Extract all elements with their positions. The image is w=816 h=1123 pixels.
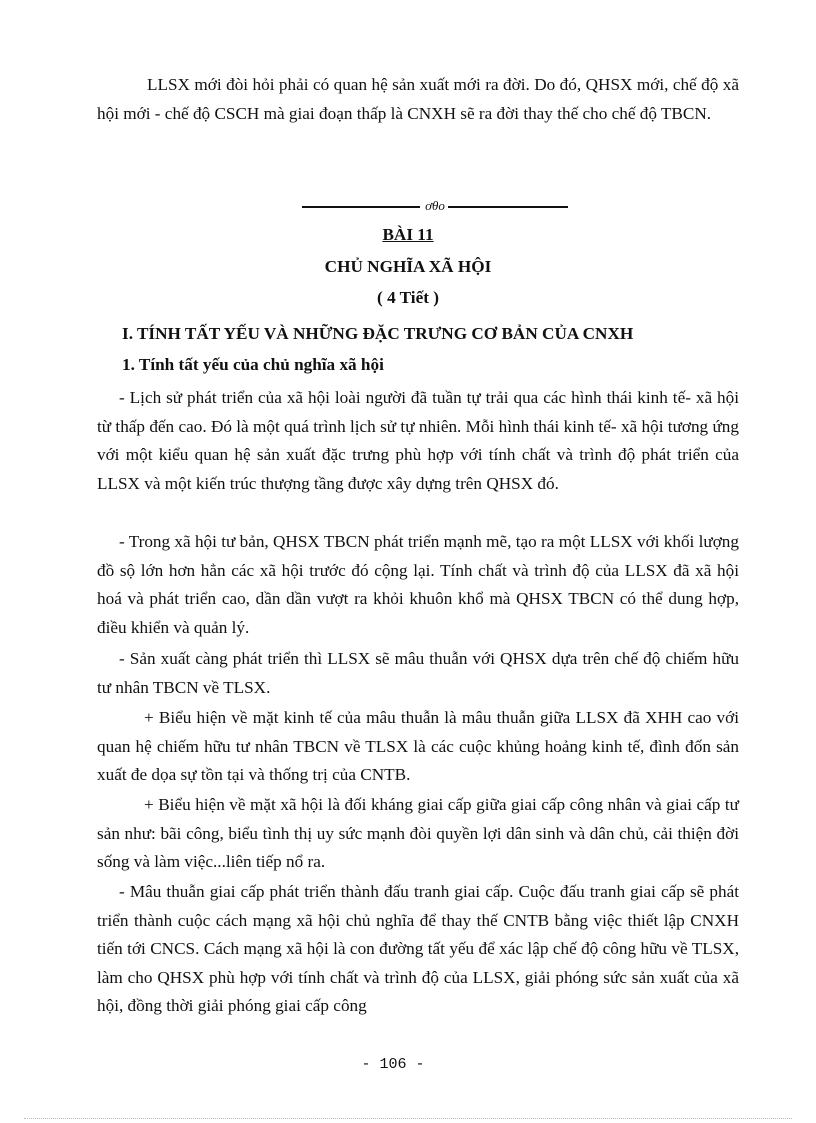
- page-number: - 106 -: [361, 1056, 425, 1073]
- divider-line-right: [448, 206, 568, 208]
- section-heading: I. TÍNH TẤT YẾU VÀ NHỮNG ĐẶC TRƯNG CƠ BẢN CỦA CNXH: [122, 324, 634, 343]
- body-paragraph-4: + Biểu hiện về mặt kinh tế của mâu thuẫn là mâu thuẫn giữa LLSX đã XHH cao với quan hệ chiếm hữu tư nhân TBCN về TLSX là các cuộc khủng hoảng kinh tế, đình đốn sản xuất đe dọa sự tồn tại và thống trị của CNTB.: [97, 708, 739, 785]
- body-paragraph-2: - Trong xã hội tư bản, QHSX TBCN phát triển mạnh mẽ, tạo ra một LLSX với khối lượng đồ sộ lớn hơn hẳn các xã hội trước đó cộng lại. Tính chất và trình độ của LLSX đã xã hội hoá và phát triển cao, dần dần vượt ra khỏi khuôn khổ mà QHSX TBCN có thể dung hợp, điều khiển và quản lý.: [97, 532, 739, 637]
- body-paragraph-5: + Biểu hiện về mặt xã hội là đối kháng giai cấp giữa giai cấp công nhân và giai cấp tư sản như: bãi công, biểu tình thị uy sức mạnh đòi quyền lợi dân sinh và dân chủ, cải thiện đời sống và làm việc...liên tiếp nổ ra.: [97, 795, 739, 872]
- lesson-number: [0, 225, 816, 245]
- section-divider: [302, 196, 568, 216]
- divider-line-left: [302, 206, 420, 208]
- lesson-duration: ( 4 Tiết ): [377, 288, 439, 307]
- subsection-heading: 1. Tính tất yếu của chủ nghĩa xã hội: [122, 355, 384, 374]
- body-paragraph-1: - Lịch sử phát triển của xã hội loài người đã tuần tự trải qua các hình thái kinh tế- xã hội từ thấp đến cao. Đó là một quá trình lịch sử tự nhiên. Mỗi hình thái kinh tế- xã hội tương ứng với một kiểu quan hệ sản xuất đặc trưng phù hợp với tính chất và trình độ phát triển của LLSX và một kiến trúc thượng tầng được xây dựng trên QHSX đó.: [97, 388, 739, 493]
- divider-ornament: ơθo: [425, 198, 445, 213]
- body-paragraph-6: - Mâu thuẫn giai cấp phát triển thành đấu tranh giai cấp. Cuộc đấu tranh giai cấp sẽ phát triển thành cuộc cách mạng xã hội chủ nghĩa để thay thế CNTB bằng việc thiết lập CNXH tiến tới CNCS. Cách mạng xã hội là con đường tất yếu để xác lập chế độ công hữu về TLSX, làm cho QHSX phù hợp với tính chất và trình độ của LLSX, giải phóng sức sản xuất của xã hội, đồng thời giải phóng giai cấp công: [97, 882, 739, 1016]
- lesson-number-text: BÀI 11: [382, 225, 434, 244]
- body-paragraph-3: - Sản xuất càng phát triển thì LLSX sẽ mâu thuẫn với QHSX dựa trên chế độ chiếm hữu tư nhân TBCN về TLSX.: [97, 649, 739, 697]
- lesson-title: CHỦ NGHĨA XÃ HỘI: [324, 257, 492, 276]
- intro-paragraph: LLSX mới đòi hỏi phải có quan hệ sản xuất mới ra đời. Do đó, QHSX mới, chế độ xã hội mới - chế độ CSCH mà giai đoạn thấp là CNXH sẽ ra đời thay thế cho chế độ TBCN.: [97, 75, 739, 123]
- page-bottom-border: [24, 1118, 792, 1119]
